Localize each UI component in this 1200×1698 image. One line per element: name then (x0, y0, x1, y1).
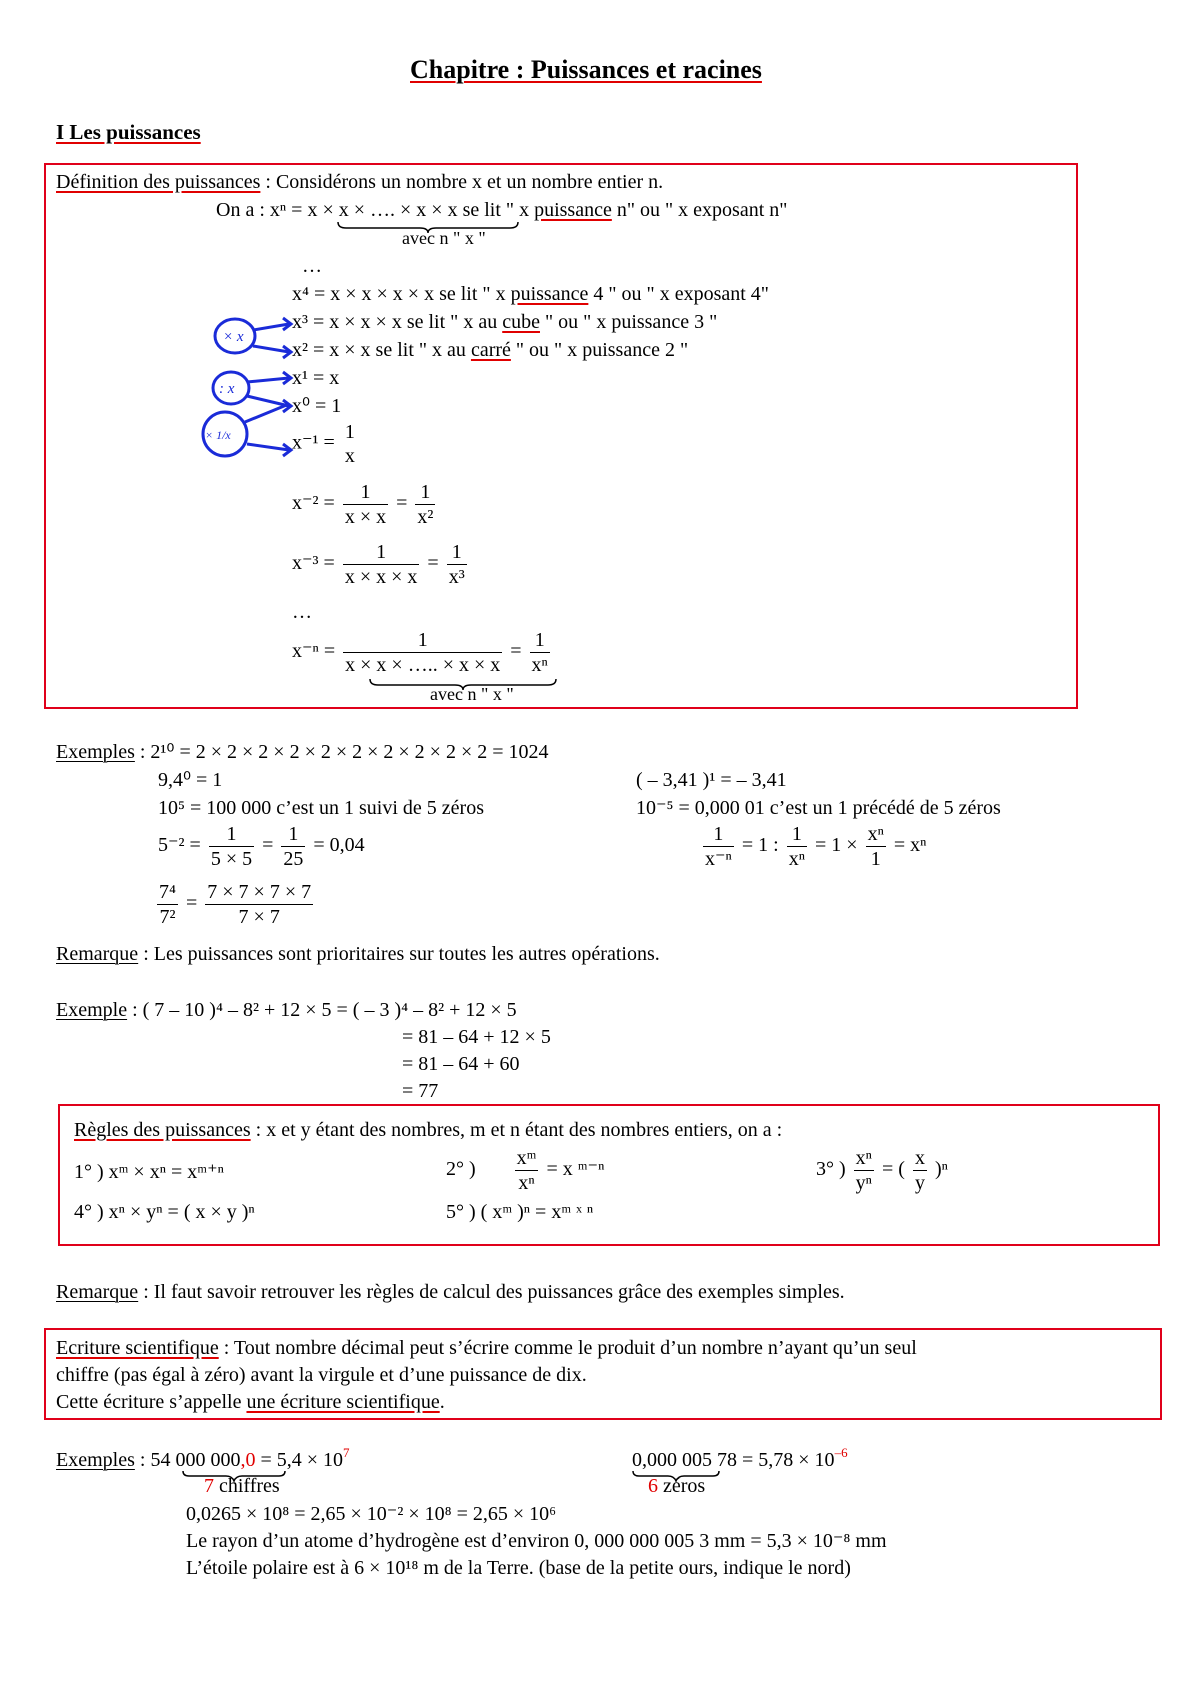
f-mid2: = 1 × (815, 834, 858, 857)
examples1-text: : 2¹⁰ = 2 × 2 × 2 × 2 × 2 × 2 × 2 × 2 × 2 × 2 = 1024 (134, 741, 549, 763)
frac-den: y (914, 1172, 925, 1194)
x3-b: " ou " x puissance 3 " (539, 311, 718, 333)
xm3-left: x⁻³ = (292, 552, 335, 575)
scientific-l3-word: une écriture scientifique (246, 1391, 440, 1413)
frac-num: 1 (288, 823, 299, 845)
frac-num: 1 (360, 481, 371, 503)
x1-line: x¹ = x (292, 367, 340, 389)
xm2-left: x⁻² = (292, 492, 335, 515)
definition-label: Définition des puissances (56, 171, 261, 193)
eq-sign: = (185, 892, 198, 915)
rule-3-pre: 3° ) (816, 1158, 846, 1181)
rule-3-frac-1 (854, 1146, 874, 1195)
definition-intro (56, 170, 663, 194)
b-under (648, 1474, 705, 1498)
examples1-line1 (56, 740, 549, 764)
on-a-formula: On a : xⁿ = x × x × …. × x × x (216, 199, 458, 221)
example2-l3: = 81 – 64 + 60 (402, 1053, 520, 1075)
frac-den: x × x × ….. × x × x (345, 654, 501, 676)
example2-l4: = 77 (402, 1080, 439, 1102)
scientific-l1 (56, 1336, 917, 1360)
definition-on-a (216, 198, 787, 222)
rule-2-pre: 2° ) (446, 1158, 476, 1181)
bubble-div-label: : x (219, 381, 235, 397)
f-frac-3 (866, 822, 886, 871)
g-frac-2 (205, 880, 313, 929)
a-under (204, 1474, 280, 1498)
a-rest: = 5,4 × 10 (255, 1449, 343, 1471)
example-e (158, 822, 365, 871)
frac-num: 1 (226, 823, 237, 845)
examples3-c: 0,0265 × 10⁸ = 2,65 × 10⁻² × 10⁸ = 2,65 × 10⁶ (186, 1503, 557, 1525)
example-d: 10⁻⁵ = 0,000 01 c’est un 1 précédé de 5 zéros (636, 797, 1001, 819)
examples3-e: L’étoile polaire est à 6 × 10¹⁸ m de la Terre. (base de la petite ours, indique le nord) (186, 1557, 851, 1579)
arrow-3 (247, 378, 289, 382)
frac-num: xᵐ (516, 1147, 537, 1169)
dots-line-2: … (292, 601, 312, 623)
frac-den: x² (417, 506, 434, 528)
a-under-n: 7 (204, 1475, 214, 1497)
se-lit-post: n" ou " x exposant n" (611, 199, 788, 221)
frac-num: 1 (791, 823, 802, 845)
frac-num: 7⁴ (159, 881, 176, 903)
e-frac-1 (209, 822, 254, 871)
frac-den: xⁿ (515, 1170, 539, 1195)
b-under-text: zéros (658, 1475, 706, 1497)
rule-1: 1° ) xᵐ × xⁿ = xᵐ⁺ⁿ (74, 1161, 224, 1183)
example2-l2: = 81 – 64 + 12 × 5 (402, 1026, 551, 1048)
rule-2-post: = x ᵐ⁻ⁿ (546, 1158, 605, 1181)
f-mid: = 1 : (741, 834, 779, 857)
examples3-b (632, 1445, 848, 1472)
frac-num: 1 (420, 481, 431, 503)
xm1-left: x⁻¹ = (292, 431, 335, 454)
frac-num: xⁿ (855, 1147, 872, 1169)
scientific-label: Ecriture scientifique (56, 1337, 219, 1359)
bubble-mult-label: × x (223, 329, 244, 345)
frac-den: 7² (157, 904, 178, 929)
remark2 (56, 1280, 845, 1304)
a-num: 54 000 000 (150, 1449, 241, 1471)
rule-3-frac-2 (913, 1146, 927, 1195)
a-under-text: chiffres (214, 1475, 280, 1497)
f-frac-1 (703, 822, 734, 871)
scientific-l2: chiffre (pas égal à zéro) avant la virgule et d’une puissance de dix. (56, 1364, 587, 1386)
frac-num: 1 (344, 421, 355, 443)
rule-3 (816, 1146, 948, 1195)
remark1-text: : Les puissances sont prioritaires sur toutes les autres opérations. (138, 943, 660, 965)
example-b: ( – 3,41 )¹ = – 3,41 (636, 769, 787, 791)
f-end: = xⁿ (893, 834, 927, 857)
a-red: ,0 (240, 1449, 256, 1471)
x2-word: carré (470, 339, 511, 361)
examples3-label: Exemples (56, 1449, 135, 1471)
x3-line (292, 310, 717, 334)
avec-note-2: avec n " x " (430, 684, 514, 704)
x2-a: x² = x × x se lit " x au (292, 339, 471, 361)
a-exp: 7 (343, 1445, 350, 1460)
example2-l1: : ( 7 – 10 )⁴ – 8² + 12 × 5 = ( – 3 )⁴ – 8² + 12 × 5 (127, 999, 517, 1021)
f-frac-2 (787, 822, 807, 871)
eq-sign: = (262, 834, 274, 857)
examples3-d: Le rayon d’un atome d’hydrogène est d’environ 0, 000 000 005 3 mm = 5,3 × 10⁻⁸ mm (186, 1530, 887, 1552)
frac-num: 7 × 7 × 7 × 7 (207, 881, 312, 903)
xmn-fraction-2 (530, 628, 550, 677)
frac-den: 1 (866, 846, 886, 871)
remark1-label: Remarque (56, 943, 139, 965)
definition-text: : Considérons un nombre x et un nombre entier n. (260, 171, 664, 193)
x4-line (292, 282, 769, 306)
xm2-line (292, 480, 438, 529)
examples1-label: Exemples (56, 741, 135, 763)
scientific-text: : Tout nombre décimal peut s’écrire comme le produit d’un nombre n’ayant qu’un seul (218, 1337, 917, 1359)
frac-den: x⁻ⁿ (705, 848, 732, 870)
frac-num: 1 (451, 541, 462, 563)
xmn-fraction-1 (343, 628, 502, 677)
example2-line1 (56, 998, 517, 1022)
example-a: 9,4⁰ = 1 (158, 769, 223, 791)
xm3-line (292, 540, 470, 589)
scientific-l3 (56, 1390, 445, 1414)
frac-den: 7 × 7 (205, 904, 313, 929)
x4-a: x⁴ = x × x × x × x se lit " x (292, 283, 511, 305)
frac-den: x³ (448, 566, 465, 588)
colon: : (134, 1449, 151, 1471)
x4-word: puissance (510, 283, 589, 305)
x3-word: cube (502, 311, 540, 333)
example-f (700, 822, 926, 871)
xm2-fraction-1 (343, 480, 388, 529)
frac-num: 1 (713, 823, 724, 845)
example-c: 10⁵ = 100 000 c’est un 1 suivi de 5 zéros (158, 797, 484, 819)
eq-sign: = (427, 552, 439, 575)
xmn-left: x⁻ⁿ = (292, 640, 336, 663)
scientific-l3-pre: Cette écriture s’appelle (56, 1391, 247, 1413)
frac-den: xⁿ (531, 654, 548, 676)
rules-label: Règles des puissances (74, 1119, 251, 1141)
x2-line (292, 338, 688, 362)
remark1 (56, 942, 660, 966)
example-g (154, 880, 316, 929)
frac-den: 5 × 5 (210, 848, 253, 870)
rules-intro (74, 1118, 782, 1142)
bubble-inv-label: × 1/x (205, 428, 231, 442)
frac-num: 1 (534, 629, 545, 651)
eq-sign: = (510, 640, 522, 663)
remark2-label: Remarque (56, 1281, 139, 1303)
example2-label: Exemple (56, 999, 128, 1021)
frac-den: xⁿ (788, 848, 806, 870)
rule-2 (446, 1146, 604, 1195)
xmn-line (292, 628, 553, 677)
page-title: Chapitre : Puissances et racines (410, 55, 762, 84)
xm3-fraction-2 (447, 540, 467, 589)
x0-line: x⁰ = 1 (292, 395, 342, 417)
xm3-fraction-1 (343, 540, 420, 589)
remark2-text: : Il faut savoir retrouver les règles de calcul des puissances grâce des exemples simples. (138, 1281, 845, 1303)
x4-b: 4 " ou " x exposant 4" (588, 283, 769, 305)
rule-2-frac (515, 1146, 539, 1195)
b-under-n: 6 (648, 1475, 658, 1497)
e-frac-2 (281, 822, 305, 871)
frac-num: 1 (376, 541, 387, 563)
scientific-l3-post: . (439, 1391, 445, 1413)
examples3-a (56, 1445, 350, 1472)
section-heading: I Les puissances (56, 120, 201, 144)
x2-b: " ou " x puissance 2 " (510, 339, 689, 361)
arrow-5 (245, 404, 289, 422)
frac-den: 25 (283, 848, 304, 870)
frac-num: 1 (417, 629, 428, 651)
eq-sign: = (396, 492, 408, 515)
avec-note: avec n " x " (402, 228, 486, 248)
frac-den: x × x (344, 506, 387, 528)
x3-a: x³ = x × x × x se lit " x au (292, 311, 503, 333)
se-lit-word: puissance (534, 199, 612, 221)
rule-3-mid: = ( (881, 1158, 905, 1181)
rule-4: 4° ) xⁿ × yⁿ = ( x × y )ⁿ (74, 1201, 255, 1223)
xm1-fraction (343, 420, 357, 468)
dots-line: … (302, 255, 322, 277)
e-left: 5⁻² = (158, 834, 201, 857)
b-num: 0,000 005 (632, 1449, 712, 1471)
frac-den: yⁿ (855, 1172, 872, 1194)
frac-den: x × x × x (344, 566, 418, 588)
rule-5: 5° ) ( xᵐ )ⁿ = xᵐ ˣ ⁿ (446, 1201, 594, 1223)
e-right: = 0,04 (313, 834, 365, 857)
frac-den: x (344, 445, 355, 467)
g-frac-1 (157, 880, 178, 929)
b-rest: 78 = 5,78 × 10 (712, 1449, 835, 1471)
frac-num: xⁿ (867, 823, 884, 845)
frac-num: x (914, 1147, 925, 1169)
rules-text: : x et y étant des nombres, m et n étant des nombres entiers, on a : (250, 1119, 783, 1141)
b-exp: –6 (834, 1445, 848, 1460)
se-lit-pre: se lit " x (457, 199, 535, 221)
rule-3-post: )ⁿ (934, 1158, 948, 1181)
xm2-fraction-2 (415, 480, 435, 529)
